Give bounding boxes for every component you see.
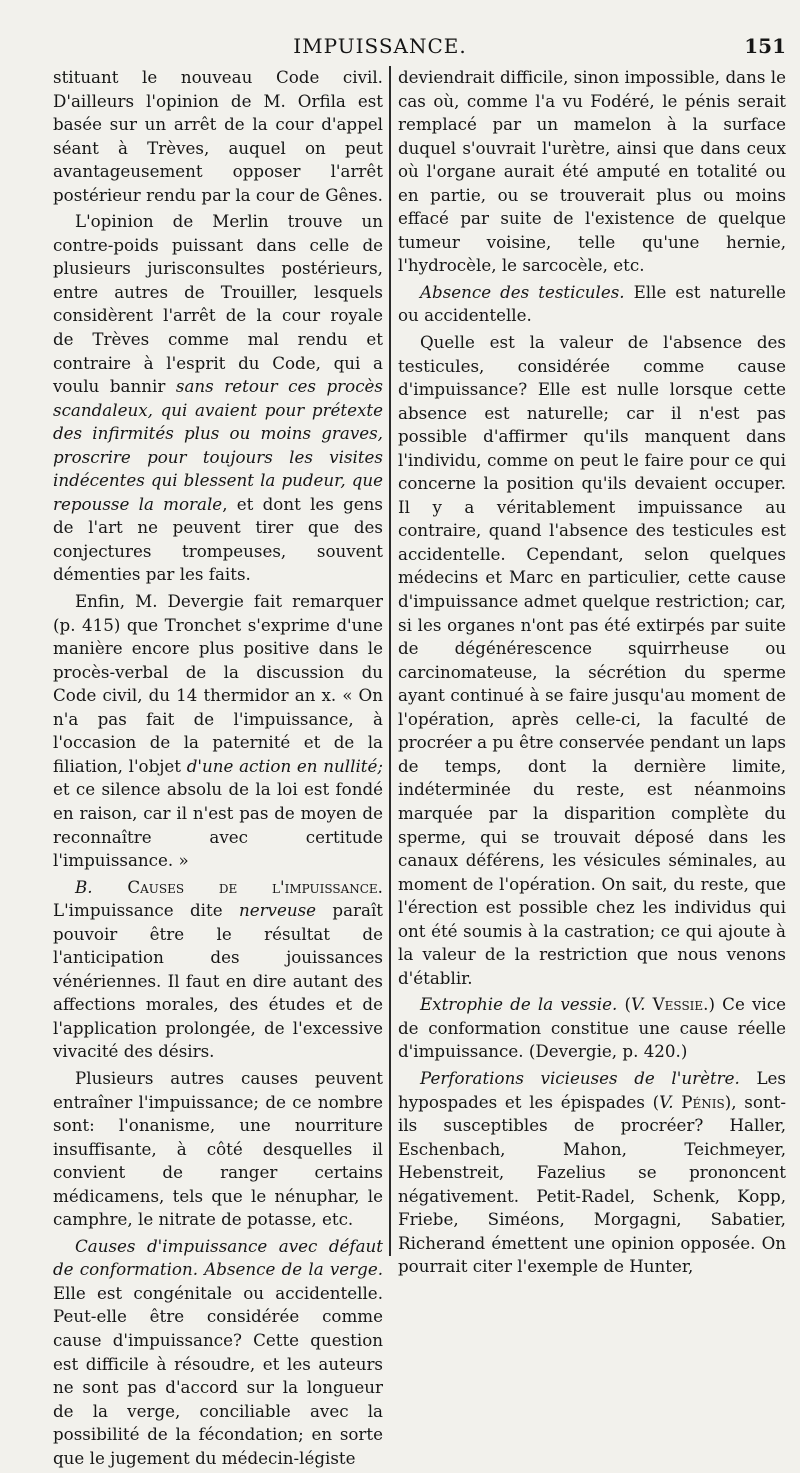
page-header — [0, 34, 800, 64]
text: .) — [703, 994, 715, 1015]
paragraph — [53, 1235, 383, 1470]
text: , et dont les gens de l'art ne peuvent tirer que des conjectures trompeuses, souvent démenties par les faits. — [53, 493, 383, 585]
cross-ref-marker: V. — [659, 1091, 674, 1112]
text: et ce silence absolu de la loi est fondé en raison, car il n'est pas de moyen de reconnaître avec certitude l'impuissance. » — [53, 779, 383, 871]
text: stituant le nouveau Code civil. D'ailleurs l'opinion de M. Orfila est basée sur un arrêt de la cour d'appel séant à Trèves, auquel on peut avantageusement opposer l'arrêt postérieur rendu par la cour de Gênes. — [53, 67, 383, 205]
paragraph — [398, 66, 786, 278]
text: Les hypospades et les épispades ( — [398, 1067, 786, 1112]
paragraph — [53, 210, 383, 587]
paragraph — [53, 876, 383, 1064]
text: Ce vice de conformation constitue une cause réelle d'impuissance. (Devergie, p. 420.) — [398, 994, 786, 1062]
paragraph — [398, 281, 786, 328]
text: Elle est congénitale ou accidentelle. Peut-elle être considérée comme cause d'impuissance? Cette question est difficile à résoudre, et les auteurs ne sont pas d'accord sur la longueur de la verge, conciliable avec la possibilité de la fécondation; en sorte que le jugement du médecin-légiste — [53, 1282, 383, 1468]
paragraph — [53, 590, 383, 873]
italic-text: nerveuse — [238, 900, 317, 921]
italic-heading: Perforations vicieuses de l'urètre. — [420, 1067, 740, 1088]
text: paraît pouvoir être le résultat de l'anticipation des jouissances vénériennes. Il faut en dire autant des affections morales, des études et de l'application prolongée, de l'excessive vivacité des désirs. — [53, 900, 383, 1062]
italic-text: d'une action en nullité; — [186, 755, 383, 776]
text: Elle est naturelle ou accidentelle. — [398, 281, 786, 326]
paragraph — [398, 993, 786, 1064]
column-divider — [389, 66, 391, 1256]
paragraph — [53, 66, 383, 207]
section-label: B. — [75, 876, 93, 897]
text: Plusieurs autres causes peuvent entraîner l'impuissance; de ce nombre sont: l'onanisme, une nourriture insuffisante, à côté desquelles il convient de ranger certains médicamens, tels que le nénuphar, le camphre, le nitrate de potasse, etc. — [53, 1067, 383, 1230]
text: Enfin, M. Devergie fait remarquer (p. 415) que Tronchet s'exprime d'une manière encore plus positive dans le procès-verbal de la discussion du Code civil, du 14 thermidor an x. « On n'a pas fait de l'impuissance, à l'occasion de la paternité et de la filiation, l'objet — [53, 591, 383, 776]
left-column — [53, 66, 383, 1473]
right-column — [398, 66, 786, 1282]
page-number: 151 — [744, 34, 786, 58]
cross-ref-marker: V. — [631, 994, 646, 1015]
text: Quelle est la valeur de l'absence des testicules, considérée comme cause d'impuissance? Elle est nulle lorsque cette absence est naturelle; car il n'est pas possible d'affirmer qu'ils manquent dans l'individu, comme on peut le faire pour ce qui concerne la position qu'ils devaient occuper. Il y a véritablement impuissance au contraire, quand l'absence des testicules est accidentelle. Cependant, selon quelques médecins et Marc en particulier, cette cause d'impuissance admet quelque restriction; car, si les organes n'ont pas été extirpés par suite de dégénérescence squirrheuse ou carcinomateuse, la sécrétion du sperme ayant continué à se faire jusqu'au moment de l'opération, après celle-ci, la faculté de procréer a pu être conservée pendant un laps de temps, dont la dernière limite, indéterminée du reste, est néanmoins marquée par la disparition complète du sperme, qui se trouvait déposé dans les canaux déférens, les vésicules séminales, au moment de l'opération. On sait, du reste, que l'érection est possible chez les individus qui ont été soumis à la castration; ce qui ajoute à la valeur de la restriction que nous venons d'établir. — [398, 332, 786, 988]
paragraph — [398, 331, 786, 990]
paragraph — [53, 1067, 383, 1232]
cross-ref-word: Pénis — [673, 1091, 725, 1112]
text: deviendrait difficile, sinon impossible, dans le cas où, comme l'a vu Fodéré, le pénis serait remplacé par un mamelon à la surface duquel s'ouvrait l'urètre, ainsi que dans ceux où l'organe aurait été amputé en totalité ou en partie, ou se trouverait plus ou moins effacé par suite de l'existence de quelque tumeur voisine, telle qu'une hernie, l'hydrocèle, le sarcocèle, etc. — [398, 67, 786, 276]
text: ( — [617, 994, 631, 1015]
cross-ref-word: Vessie — [645, 994, 704, 1015]
text: L'opinion de Merlin trouve un contre-poids puissant dans celle de plusieurs jurisconsultes postérieurs, entre autres de Trouiller, lesquels considèrent l'arrêt de la cour royale de Trèves comme mal rendu et contraire à l'esprit du Code, qui a voulu bannir — [53, 211, 383, 397]
italic-heading: Extrophie de la vessie. — [420, 994, 618, 1015]
italic-heading: Causes d'impuissance avec défaut de conformation. Absence de la verge. — [53, 1235, 383, 1280]
text: ), sont-ils susceptibles de procréer? Haller, Eschenbach, Mahon, Teichmeyer, Hebenstreit, Fazelius se prononcent négativement. Petit-Radel, Schenk, Kopp, Friebe, Siméons, Morgagni, Sabatier, Richerand émettent une opinion opposée. On pourrait citer l'exemple de Hunter, — [398, 1091, 786, 1277]
italic-heading: Absence des testicules. — [420, 281, 625, 302]
text: L'impuissance dite — [53, 900, 239, 921]
italic-text: sans retour ces procès scandaleux, qui avaient pour prétexte des infirmités plus ou moins graves, proscrire pour toujours les visites indécentes qui blessent la pudeur, que repousse la morale — [53, 376, 383, 514]
section-heading: Causes de l'impuissance. — [127, 876, 383, 897]
running-title: IMPUISSANCE. — [293, 34, 467, 58]
paragraph — [398, 1067, 786, 1279]
